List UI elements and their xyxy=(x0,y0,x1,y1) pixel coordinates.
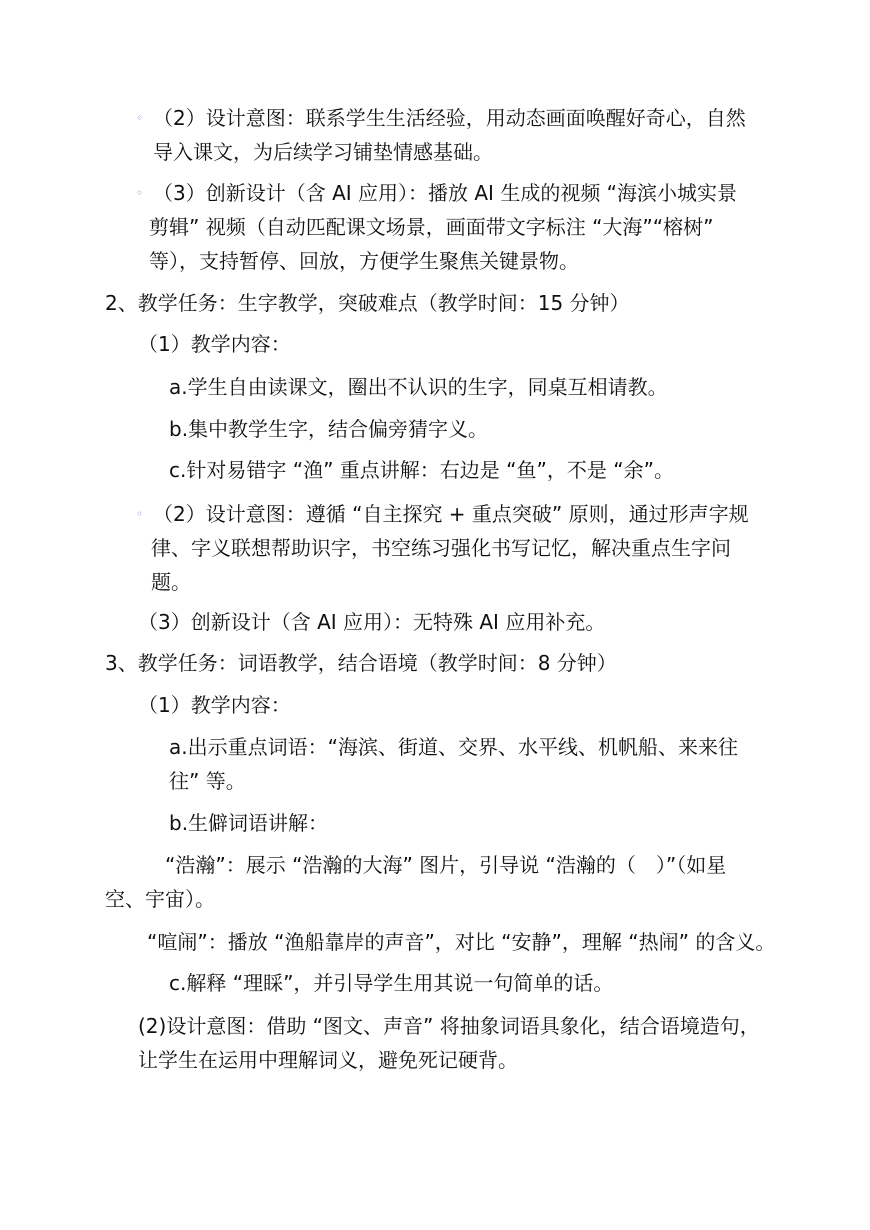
text-line: 空、宇宙）。 xyxy=(105,887,215,911)
section-3-item-c: c.解释 “理睬”，并引导学生用其说一句简单的话。 xyxy=(169,971,614,995)
text-line: 题。 xyxy=(151,570,191,594)
section-3-design-intent xyxy=(138,1009,760,1077)
text-line: 律、字义联想帮助识字，书空练习强化书写记忆，解决重点生字问 xyxy=(151,536,731,560)
section-3-heading: 3、教学任务：词语教学，结合语境（教学时间：8 分钟） xyxy=(105,651,617,675)
section-2-heading: 2、教学任务：生字教学，突破难点（教学时间：15 分钟） xyxy=(105,291,630,315)
section-2-content-heading: （1）教学内容： xyxy=(138,332,291,356)
bullet-icon: ◦ xyxy=(136,186,144,200)
section-3-item-a xyxy=(169,730,738,798)
section-2-item-b: b.集中教学生字，结合偏旁猜字义。 xyxy=(169,417,489,441)
text-line: （3）创新设计（含 AI 应用）：播放 AI 生成的视频 “海滨小城实景 xyxy=(153,181,738,205)
section-2-innovation: （3）创新设计（含 AI 应用）：无特殊 AI 应用补充。 xyxy=(138,610,606,634)
innovation-design-paragraph-1 xyxy=(149,176,738,278)
section-3-item-b: b.生僻词语讲解： xyxy=(169,811,329,835)
text-line: 等），支持暂停、回放，方便学生聚焦关键景物。 xyxy=(149,249,579,273)
text-line: “浩瀚”：展示 “浩瀚的大海” 图片，引导说 “浩瀚的（ ）”（如星 xyxy=(165,853,727,877)
text-line: 往” 等。 xyxy=(169,769,246,793)
text-line: (2)设计意图：借助 “图文、声音” 将抽象词语具象化，结合语境造句， xyxy=(138,1014,760,1038)
section-3-content-heading: （1）教学内容： xyxy=(138,693,291,717)
section-2-item-a: a.学生自由读课文，圈出不认识的生字，同桌互相请教。 xyxy=(169,375,668,399)
xuannao-explanation: “喧闹”：播放 “渔船靠岸的声音”，对比 “安静”，理解 “热闹” 的含义。 xyxy=(147,930,776,954)
text-line: 剪辑” 视频（自动匹配课文场景，画面带文字标注 “大海”“榕树” xyxy=(149,215,714,239)
text-line: （2）设计意图：联系学生生活经验，用动态画面唤醒好奇心，自然 xyxy=(153,106,746,130)
bullet-icon: ◦ xyxy=(136,111,144,125)
text-line: 让学生在运用中理解词义，避免死记硬背。 xyxy=(138,1048,518,1072)
text-line: （2）设计意图：遵循 “自主探究 + 重点突破” 原则，通过形声字规 xyxy=(153,502,749,526)
text-line: 导入课文，为后续学习铺垫情感基础。 xyxy=(153,140,493,164)
design-intent-paragraph-2 xyxy=(153,497,749,599)
haohan-explanation xyxy=(105,848,726,916)
design-intent-paragraph-1 xyxy=(153,101,746,169)
text-line: a.出示重点词语：“海滨、街道、交界、水平线、机帆船、来来往 xyxy=(169,735,738,759)
section-2-item-c: c.针对易错字 “渔” 重点讲解：右边是 “鱼”，不是 “余”。 xyxy=(169,458,674,482)
bullet-icon: ◦ xyxy=(136,507,144,521)
